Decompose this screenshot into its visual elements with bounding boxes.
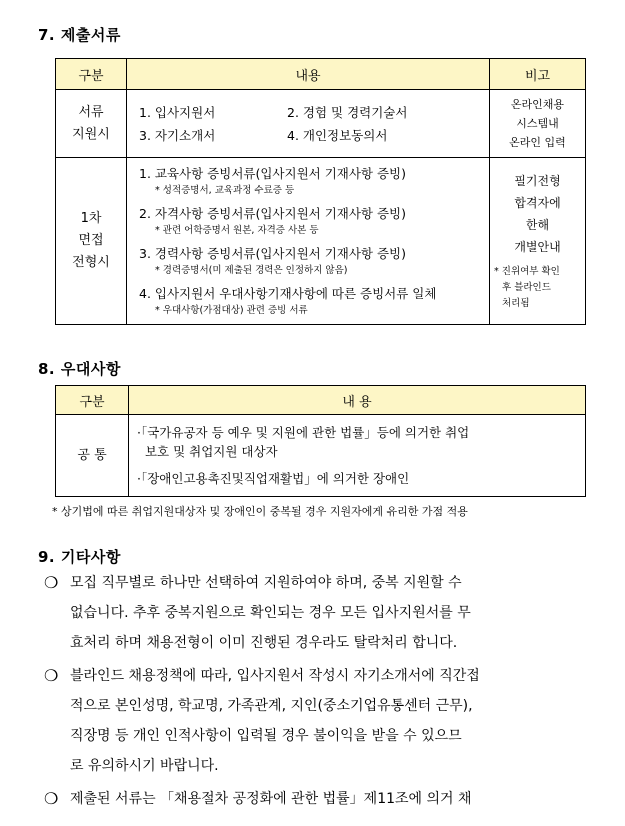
bullet-paragraph: ❍ 블라인드 채용정책에 따라, 입사지원서 작성시 자기소개서에 직간접 적으로 본인성명, 학교명, 가족관계, 지인(중소기업유통센터 근무), 직장명 등 개인 인적사항이 입력될 경우 불이익을 받을 수 있으므 로 유의하시기 바랍니다. xyxy=(44,661,594,781)
application-docs-cell xyxy=(127,90,490,158)
evidence-item: 3. 경력사항 증빙서류(입사지원서 기재사항 증빙) xyxy=(139,246,406,261)
footnote: * 상기법에 따른 취업지원대상자 및 장애인이 중복될 경우 지원자에게 유리한 가점 적용 xyxy=(52,505,468,518)
preferences-cell xyxy=(129,415,586,497)
evidence-docs-cell xyxy=(127,158,490,325)
row-label-interview: 1차 면접 전형시 xyxy=(56,158,127,325)
table-row xyxy=(56,158,586,325)
table-row xyxy=(56,415,586,497)
section-title-preferences: 8. 우대사항 xyxy=(38,360,121,378)
header-content: 내용 xyxy=(127,59,490,90)
row-label-application: 서류 지원시 xyxy=(56,90,127,158)
evidence-item: 2. 자격사항 증빙서류(입사지원서 기재사항 증빙) xyxy=(139,206,406,221)
preference-item-cont: 보호 및 취업지원 대상자 xyxy=(137,444,278,459)
doc-item: 2. 경험 및 경력기술서 xyxy=(287,105,408,120)
remarks-online: 온라인채용 시스템내 온라인 입력 xyxy=(490,90,586,158)
evidence-item: 1. 교육사항 증빙서류(입사지원서 기재사항 증빙) xyxy=(139,166,406,181)
preference-item: ·「장애인고용촉진및직업재활법」에 의거한 장애인 xyxy=(137,471,410,486)
preferences-table xyxy=(55,385,586,497)
table-row xyxy=(56,90,586,158)
header-remarks: 비고 xyxy=(490,59,586,90)
circle-bullet-icon: ❍ xyxy=(44,789,59,808)
evidence-sub: * 성적증명서, 교육과정 수료증 등 xyxy=(155,185,295,196)
row-label-common: 공 통 xyxy=(56,415,129,497)
evidence-item: 4. 입사지원서 우대사항기재사항에 따른 증빙서류 일체 xyxy=(139,286,437,301)
evidence-sub: * 우대사항(가점대상) 관련 증빙 서류 xyxy=(155,305,308,316)
bullet-paragraph: ❍ 제출된 서류는 「채용절차 공정화에 관한 법률」제11조에 의거 채 xyxy=(44,784,594,814)
remarks-interview: 필기전형 합격자에 한해 개별안내 * 진위여부 확인 후 블라인드 처리됨 xyxy=(490,158,586,325)
header-category: 구분 xyxy=(56,59,127,90)
doc-item: 3. 자기소개서 xyxy=(139,128,216,143)
doc-item: 4. 개인정보동의서 xyxy=(287,128,388,143)
doc-item: 1. 입사지원서 xyxy=(139,105,216,120)
section-title-documents: 7. 제출서류 xyxy=(38,26,121,44)
circle-bullet-icon: ❍ xyxy=(44,573,59,592)
documents-table xyxy=(55,58,586,325)
circle-bullet-icon: ❍ xyxy=(44,666,59,685)
header-content: 내 용 xyxy=(129,386,586,415)
evidence-sub: * 경력증명서(미 제출된 경력은 인정하지 않음) xyxy=(155,265,348,276)
header-category: 구분 xyxy=(56,386,129,415)
section-title-misc: 9. 기타사항 xyxy=(38,548,121,566)
evidence-sub: * 관련 어학증명서 원본, 자격증 사본 등 xyxy=(155,225,319,236)
preference-item: ·「국가유공자 등 예우 및 지원에 관한 법률」등에 의거한 취업 xyxy=(137,425,470,440)
bullet-paragraph: ❍ 모집 직무별로 하나만 선택하여 지원하여야 하며, 중복 지원할 수 없습니다. 추후 중복지원으로 확인되는 경우 모든 입사지원서를 무 효처리 하며 채용전형이 이미 진행된 경우라도 탈락처리 합니다. xyxy=(44,568,594,658)
